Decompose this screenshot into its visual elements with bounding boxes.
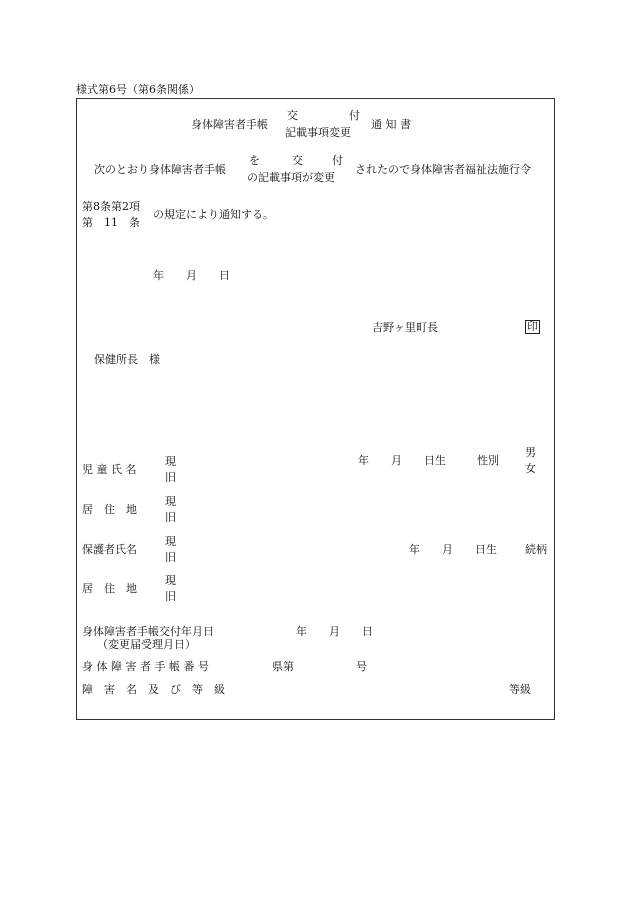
article-8-2: 第8条第2項 (82, 200, 140, 213)
title-option-kofu-2: 付 (349, 109, 360, 122)
issue-date-value: 年 月 日 (296, 625, 373, 638)
number-suffix: 号 (356, 660, 367, 673)
form-number-label: 様式第6号（第6条関係） (76, 83, 200, 96)
child-name-current: 現 (165, 455, 176, 468)
body-tail: されたので身体障害者福祉法施行令 (355, 163, 531, 176)
seal-stamp: 印 (527, 320, 538, 333)
issuer-name: 吉野ヶ里町長 (372, 321, 438, 334)
guardian-name-label: 保護者氏名 (82, 543, 137, 556)
child-birth-date: 年 月 日生 (358, 454, 446, 467)
child-name-label: 児 童 氏 名 (82, 463, 137, 476)
guardian-address-current: 現 (165, 574, 176, 587)
guardian-address-label: 居 住 地 (82, 582, 137, 595)
body-option-fu: 付 (332, 154, 343, 167)
recipient: 保健所長 様 (94, 353, 160, 366)
change-date-label: （変更届受理月日） (97, 638, 196, 651)
body-closing: の規定により通知する。 (153, 208, 274, 221)
disability-label: 障 害 名 及 び 等 級 (82, 683, 225, 696)
child-name-former: 旧 (165, 471, 176, 484)
certificate-number-label: 身 体 障 害 者 手 帳 番 号 (82, 660, 209, 673)
child-address-label: 居 住 地 (82, 503, 137, 516)
body-intro: 次のとおり身体障害者手帳 (94, 163, 226, 176)
title-prefix: 身体障害者手帳 (191, 118, 268, 131)
child-address-current: 現 (165, 495, 176, 508)
gender-female: 女 (525, 462, 536, 475)
body-option-wo: を (249, 154, 260, 167)
relation-label: 続柄 (525, 543, 547, 556)
body-option-ko: 交 (292, 154, 303, 167)
gender-label: 性別 (477, 454, 499, 467)
title-suffix: 通 知 書 (371, 118, 411, 131)
notice-date: 年 月 日 (153, 269, 230, 282)
child-address-former: 旧 (165, 511, 176, 524)
article-11: 第 11 条 (82, 216, 140, 229)
guardian-birth-date: 年 月 日生 (409, 543, 497, 556)
body-option-change: の記載事項が変更 (247, 171, 335, 184)
guardian-name-former: 旧 (165, 551, 176, 564)
title-option-change: 記載事項変更 (285, 126, 351, 139)
title-option-kofu-1: 交 (287, 109, 298, 122)
grade-label: 等級 (509, 683, 531, 696)
issue-date-label: 身体障害者手帳交付年月日 (82, 625, 214, 638)
guardian-address-former: 旧 (165, 590, 176, 603)
prefecture-label: 県第 (272, 660, 294, 673)
gender-male: 男 (525, 446, 536, 459)
guardian-name-current: 現 (165, 535, 176, 548)
